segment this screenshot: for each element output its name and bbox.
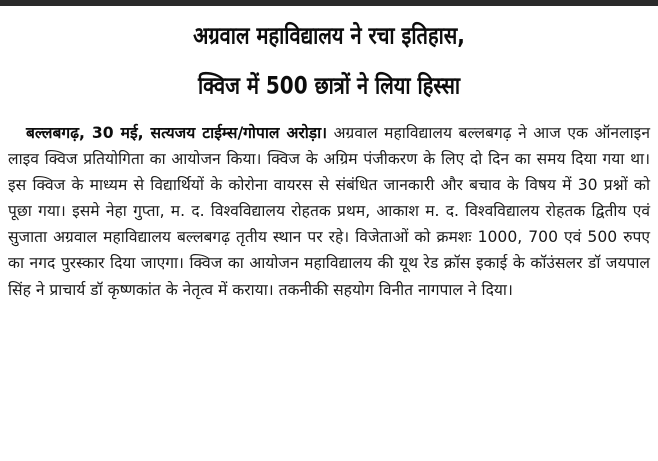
headline bbox=[0, 10, 658, 110]
dateline: बल्लबगढ़, 30 मई, सत्यजय टाईम्स/गोपाल अरोड़ा। bbox=[26, 124, 328, 142]
article-body bbox=[8, 120, 650, 303]
headline-line-2: क्विज में 500 छात्रों ने लिया हिस्सा bbox=[197, 70, 461, 100]
article-text: अग्रवाल महाविद्यालय बल्लबगढ़ ने आज एक ऑनलाइन लाइव क्विज प्रतियोगिता का आयोजन किया। क्विज के अग्रिम पंजीकरण के लिए दो दिन का समय दिया गया था। इस क्विज के माध्यम से विद्यार्थियों के कोरोना वायरस से संबंधित जानकारी और बचाव के विषय में 30 प्रश्नों को पूछा गया। इसमे नेहा गुप्ता, म. द. विश्वविद्यालय रोहतक प्रथम, आकाश म. द. विश्वविद्यालय रोहतक द्वितीय एवं सुजाता अग्रवाल महाविद्यालय बल्लबगढ़ तृतीय स्थान पर रहे। विजेताओं को क्रमशः 1000, 700 एवं 500 रुपए का नगद पुरस्कार दिया जाएगा। क्विज का आयोजन महाविद्यालय की यूथ रेड क्रॉस इकाई के कॉउंसलर डॉ जयपाल सिंह ने प्राचार्य डॉ कृष्णकांत के नेतृत्व में कराया। तकनीकी सहयोग विनीत नागपाल ने दिया। bbox=[8, 124, 650, 299]
headline-line-1: अग्रवाल महाविद्यालय ने रचा इतिहास, bbox=[193, 20, 465, 50]
